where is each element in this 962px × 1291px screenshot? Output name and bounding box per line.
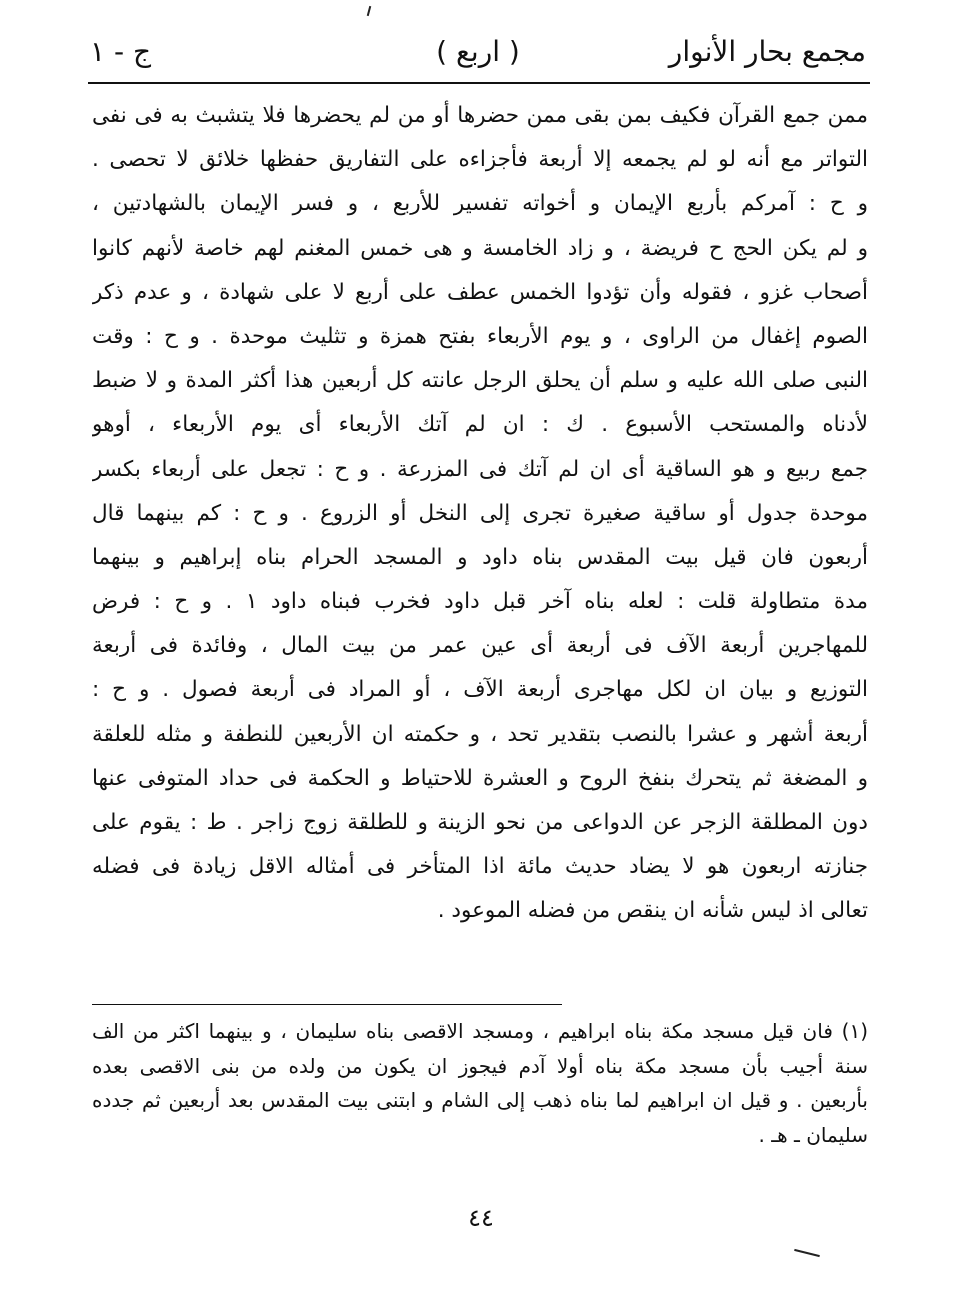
book-title: مجمع بحار الأنوار bbox=[668, 35, 866, 68]
entry-word: ( اربع ) bbox=[436, 35, 520, 68]
page-number: ٤٤ bbox=[468, 1204, 494, 1232]
footnote-line: (١) فان قيل مسجد مكة بناه ابراهيم ، ومسجد الاقصى بناه سليمان ، و بينهما اكثر من الف bbox=[92, 1019, 868, 1043]
text-line: موحدة جدول أو ساقية صغيرة تجرى إلى النخل أو الزروع . و ح : كم بينهما قال bbox=[92, 500, 868, 526]
scan-speck bbox=[367, 6, 372, 16]
text-line: لأدناه والمستحب الأسبوع . ك : ان لم آتك الأربعاء أى يوم الأربعاء ، أوهو bbox=[92, 412, 868, 438]
text-line: أربعون فان قيل بيت المقدس بناه داود و المسجد الحرام بناه إبراهيم و بينهما bbox=[92, 544, 868, 570]
text-line: النبى صلى الله عليه و سلم أن يحلق الرجل عانته كل أربعين هذا أكثر المدة و لا ضبط bbox=[92, 368, 868, 394]
text-line: و لم يكن الحج ح فريضة ، و زاد الخامسة و هى خمس المغنم لهم خاصة لأنهم كانوا bbox=[92, 235, 868, 261]
header-rule bbox=[88, 82, 870, 84]
text-line: التوزيع و بيان ان لكل مهاجرى أربعة الآف ، أو المراد فى أربعة فصول . و ح : bbox=[92, 677, 868, 703]
volume-number: ج - ١ bbox=[90, 35, 152, 68]
text-line: الصوم إغفال من الراوى ، و يوم الأربعاء بفتح همزة و تثليث موحدة . و ح : وقت bbox=[92, 323, 868, 349]
text-line: و ح : آمركم بأربع الإيمان و أخواته تفسير للأربع ، و فسر الإيمان بالشهادتين ، bbox=[92, 191, 868, 217]
text-line: جنازته اربعون هو لا يضاد حديث مائة اذا المتأخر فى أمثاله الاقل زيادة فى فضله bbox=[92, 854, 868, 880]
text-line: أربعة أشهر و عشرا بالنصب بتقدير تحد ، و حكمته ان الأربعين للنطفة و مثله للعلقة bbox=[92, 721, 868, 747]
page-header bbox=[90, 28, 866, 76]
text-line: تعالى اذ ليس شأنه ان ينقص من فضله الموعود . bbox=[437, 898, 868, 924]
main-text bbox=[92, 94, 868, 934]
text-line: و المضغة ثم يتحرك بنفخ الروح و العشرة للاحتياط و الحكمة فى حداد المتوفى عنها bbox=[92, 765, 868, 791]
footnote-line: بأربعين . و قيل ان ابراهيم لما بناه ذهب إلى الشام و ابتنى بيت المقدس بعد أربعين ثم جدده bbox=[92, 1088, 868, 1113]
text-line: أصحاب غزو ، فقوله وأن تؤدوا الخمس عطف على أربع لا على شهادة ، و عدم ذكر bbox=[92, 279, 868, 305]
text-line: دون المطلقة الزجر عن الدواعى من نحو الزينة و للطلقة زوج زاجر . ط : يقوم على bbox=[92, 810, 868, 835]
text-line: جمع ربيع و هو الساقية أى ان لم آتك فى المزرعة . و ح : تجعل على أربعاء بكسر bbox=[92, 456, 868, 482]
scan-speck bbox=[794, 1249, 820, 1257]
footnote bbox=[92, 1014, 868, 1152]
text-line: التواتر مع أنه لو لم يجمعه إلا أربعة فأجزاءه على التفاريق حفظها خلائق لا تحصى . bbox=[92, 147, 868, 173]
footnote-line: سنة أجيب بأن مسجد مكة بناه أولا آدم فيجوز ان يكون من ولده من بنى الاقصى بعده bbox=[92, 1053, 868, 1078]
text-line: للمهاجرين أربعة الآف فى أربعة أى عين عمر من بيت المال ، وفائدة فى أربعة bbox=[92, 633, 868, 659]
footnote-rule bbox=[92, 1004, 562, 1005]
text-line: ممن جمع القرآن فكيف بمن بقى ممن حضرها أو من لم يحضرها فلا يتشبث به فى نفى bbox=[92, 103, 868, 128]
text-line: مدة متطاولة قلت : لعله بناه آخر قبل داود فخرب فبناه داود ١ . و ح : فرض bbox=[92, 589, 868, 615]
footnote-line: سليمان ـ هـ . bbox=[758, 1122, 868, 1147]
